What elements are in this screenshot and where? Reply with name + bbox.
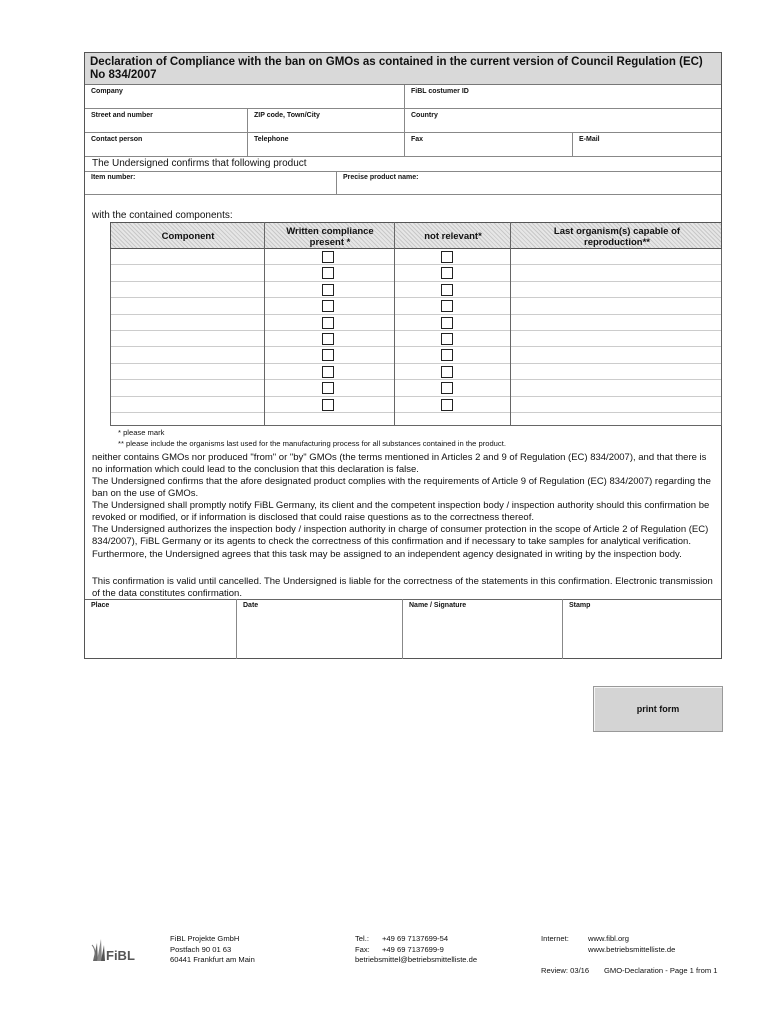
print-form-button[interactable]: print form <box>593 686 723 732</box>
component-input[interactable] <box>110 380 264 396</box>
component-input[interactable] <box>110 249 264 265</box>
footer-internet-label: Internet: <box>541 934 569 943</box>
fax-label: Fax <box>411 136 424 143</box>
body-paragraph-1: neither contains GMOs nor produced "from" or "by" GMOs (the terms mentioned in Articles 2 and 9 of Regulation (EC) 834/2007), and that there is no information which could lead to the conclusion that this declaration is false. <box>92 452 707 476</box>
contact-field[interactable] <box>85 133 248 157</box>
written-compliance-checkbox[interactable] <box>322 251 334 263</box>
footer-company: FiBL Projekte GmbH <box>170 934 240 943</box>
stamp-field[interactable] <box>563 599 721 659</box>
component-row <box>110 249 722 265</box>
organism-input[interactable] <box>510 331 722 347</box>
not-relevant-checkbox[interactable] <box>441 366 453 378</box>
fibl-id-field[interactable] <box>405 85 721 109</box>
written-compliance-checkbox[interactable] <box>322 382 334 394</box>
footer-page-info: GMO-Declaration - Page 1 from 1 <box>604 966 718 975</box>
written-compliance-checkbox[interactable] <box>322 267 334 279</box>
component-input[interactable] <box>110 364 264 380</box>
place-label: Place <box>91 602 110 609</box>
fibl-id-label: FiBL costumer ID <box>411 88 469 95</box>
svg-text:FiBL: FiBL <box>106 948 135 963</box>
country-field[interactable] <box>405 109 721 133</box>
footer-fax-label: Fax: <box>355 944 370 954</box>
place-field[interactable] <box>85 599 237 659</box>
component-input[interactable] <box>110 315 264 331</box>
zip-label: ZIP code, Town/City <box>254 112 320 119</box>
footer-web2[interactable]: www.betriebsmittelliste.de <box>588 944 676 954</box>
footer-postbox: Postfach 90 01 63 <box>170 944 232 954</box>
telephone-label: Telephone <box>254 136 289 143</box>
company-field[interactable] <box>85 85 405 109</box>
telephone-field[interactable] <box>248 133 405 157</box>
component-row <box>110 315 722 331</box>
component-row <box>110 298 722 314</box>
body-paragraph-4: The Undersigned authorizes the inspection body / inspection authority in charge of consumer protection in the scope of Article 2 of Regulation (EC) 834/2007), FiBL Germany or its agents to check the correctness of this confirmation and if necessary to take samples for analytical verification. Furthermore, the Undersigned agrees that this task may be assigned to an independent agency designated in writing by the inspection body. <box>92 524 709 560</box>
company-label: Company <box>91 88 123 95</box>
component-input[interactable] <box>110 331 264 347</box>
header-written-compliance: Written compliance present * <box>286 225 374 248</box>
organism-input[interactable] <box>510 364 722 380</box>
footer-email[interactable]: betriebsmittel@betriebsmittelliste.de <box>355 955 478 964</box>
street-field[interactable] <box>85 109 248 133</box>
not-relevant-checkbox[interactable] <box>441 317 453 329</box>
not-relevant-checkbox[interactable] <box>441 267 453 279</box>
street-label: Street and number <box>91 112 153 119</box>
footer-contact <box>355 934 477 966</box>
table-border <box>721 249 722 426</box>
fibl-logo <box>90 933 142 965</box>
not-relevant-checkbox[interactable] <box>441 300 453 312</box>
component-row <box>110 331 722 347</box>
not-relevant-checkbox[interactable] <box>441 382 453 394</box>
not-relevant-checkbox[interactable] <box>441 399 453 411</box>
country-label: Country <box>411 112 438 119</box>
signature-field[interactable] <box>403 599 563 659</box>
column-divider <box>510 222 511 426</box>
component-input[interactable] <box>110 397 264 413</box>
written-compliance-checkbox[interactable] <box>322 284 334 296</box>
validity-text: This confirmation is valid until cancelled. The Undersigned is liable for the correctness of the statements in this confirmation. Electronic transmission of the data constitutes confirmation. <box>92 576 713 600</box>
component-row <box>110 397 722 413</box>
not-relevant-checkbox[interactable] <box>441 349 453 361</box>
organism-input[interactable] <box>510 249 722 265</box>
signature-label: Name / Signature <box>409 602 467 609</box>
header-component: Component <box>161 231 215 242</box>
item-number-field[interactable] <box>85 171 337 195</box>
contact-label: Contact person <box>91 136 143 143</box>
component-row <box>110 364 722 380</box>
components-line: with the contained components: <box>92 210 233 221</box>
component-row <box>110 347 722 363</box>
footer-tel: +49 69 7137699-54 <box>382 934 449 943</box>
footer-address <box>170 934 255 966</box>
footer-web1[interactable]: www.fibl.org <box>588 934 629 943</box>
component-input[interactable] <box>110 282 264 298</box>
body-paragraph-3: The Undersigned shall promptly notify FiBL Germany, its client and the competent inspection body / inspection authority should this confirmation be revoked or modified, or if information is disclosed that could raise questions as to the correctness thereof. <box>92 500 710 524</box>
item-number-label: Item number: <box>91 174 136 181</box>
component-row <box>110 380 722 396</box>
not-relevant-checkbox[interactable] <box>441 284 453 296</box>
product-name-label: Precise product name: <box>343 174 419 181</box>
component-row <box>110 282 722 298</box>
written-compliance-checkbox[interactable] <box>322 399 334 411</box>
date-label: Date <box>243 602 259 609</box>
component-input[interactable] <box>110 265 264 281</box>
footer-tel-label: Tel.: <box>355 934 369 943</box>
stamp-label: Stamp <box>569 602 591 609</box>
column-divider <box>394 222 395 426</box>
confirm-line: The Undersigned confirms that following product <box>92 158 307 169</box>
note-organisms: ** please include the organisms last used for the manufacturing process for all substances contained in the product. <box>118 439 506 448</box>
fax-field[interactable] <box>405 133 573 157</box>
header-not-relevant: not relevant* <box>424 231 482 242</box>
written-compliance-checkbox[interactable] <box>322 300 334 312</box>
organism-input[interactable] <box>510 265 722 281</box>
footer-web <box>588 934 675 955</box>
organism-input[interactable] <box>510 282 722 298</box>
email-field[interactable] <box>573 133 721 157</box>
footer-fax: +49 69 7137699-9 <box>382 944 444 954</box>
product-name-field[interactable] <box>337 171 721 195</box>
organism-input[interactable] <box>510 315 722 331</box>
email-label: E-Mail <box>579 136 600 143</box>
components-table-header <box>110 222 722 249</box>
table-bottom-border <box>110 425 722 426</box>
header-last-organism: Last organism(s) capable of reproduction** <box>553 225 681 248</box>
organism-input[interactable] <box>510 347 722 363</box>
organism-input[interactable] <box>510 397 722 413</box>
form-title: Declaration of Compliance with the ban on GMOs as contained in the current version of Council Regulation (EC) No 834/2007 <box>85 53 721 85</box>
written-compliance-checkbox[interactable] <box>322 349 334 361</box>
date-field[interactable] <box>237 599 403 659</box>
note-please-mark: * please mark <box>118 428 165 437</box>
written-compliance-checkbox[interactable] <box>322 366 334 378</box>
component-input[interactable] <box>110 298 264 314</box>
component-row <box>110 265 722 281</box>
written-compliance-checkbox[interactable] <box>322 333 334 345</box>
body-paragraph-2: The Undersigned confirms that the afore designated product complies with the requirements of Article 9 of Regulation (EC) 834/2007) regarding the ban on the use of GMOs. <box>92 476 711 500</box>
footer-city: 60441 Frankfurt am Main <box>170 955 255 964</box>
not-relevant-checkbox[interactable] <box>441 251 453 263</box>
not-relevant-checkbox[interactable] <box>441 333 453 345</box>
organism-input[interactable] <box>510 380 722 396</box>
components-table <box>110 222 722 426</box>
component-input[interactable] <box>110 347 264 363</box>
written-compliance-checkbox[interactable] <box>322 317 334 329</box>
zip-field[interactable] <box>248 109 405 133</box>
footer-review: Review: 03/16 <box>541 966 590 975</box>
table-border <box>110 249 111 426</box>
organism-input[interactable] <box>510 298 722 314</box>
column-divider <box>264 222 265 426</box>
